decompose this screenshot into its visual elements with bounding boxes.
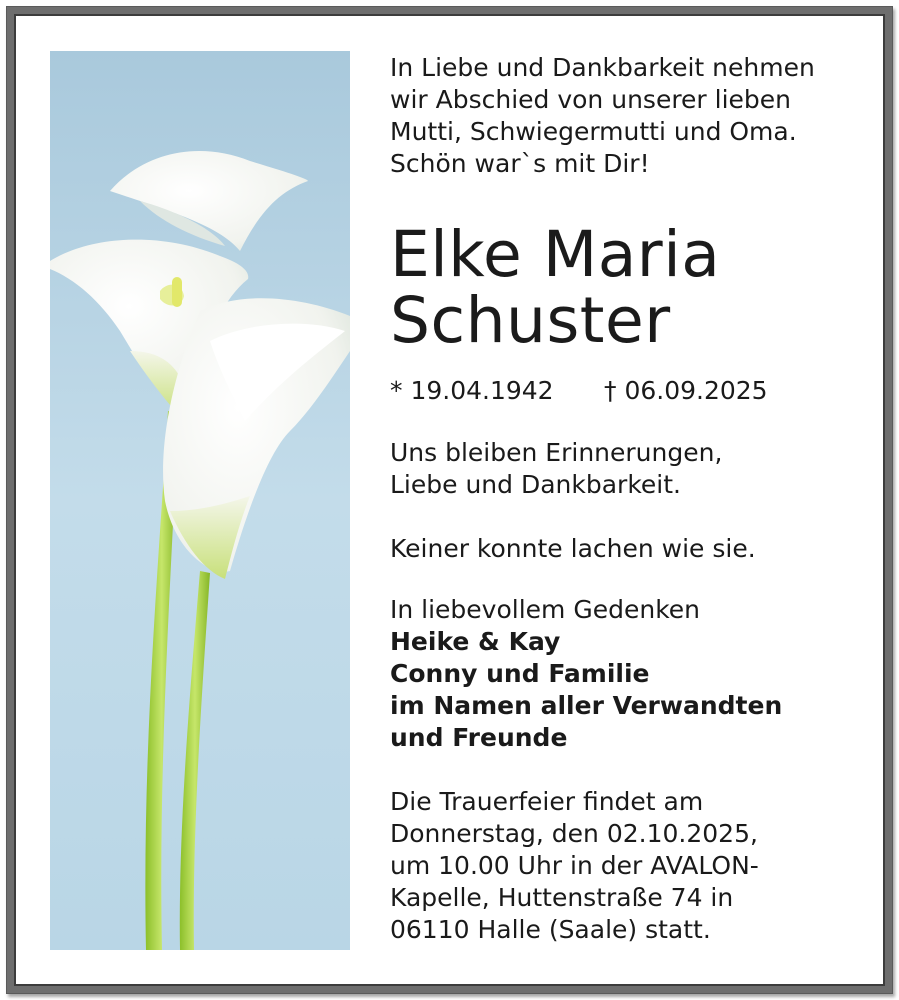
funeral-line: um 10.00 Uhr in der AVALON- — [390, 851, 759, 880]
funeral-line: Donnerstag, den 02.10.2025, — [390, 819, 758, 848]
intro-line: wir Abschied von unserer lieben — [390, 85, 792, 114]
laugh-paragraph — [390, 533, 756, 565]
intro-line: In Liebe und Dankbarkeit nehmen — [390, 53, 815, 82]
intro-line: Mutti, Schwiegermutti und Oma. — [390, 117, 797, 146]
birth-date: * 19.04.1942 — [390, 376, 554, 405]
funeral-line: 06110 Halle (Saale) statt. — [390, 915, 711, 944]
funeral-line: Die Trauerfeier findet am — [390, 787, 704, 816]
life-dates — [390, 375, 810, 407]
deceased-name — [390, 218, 721, 357]
mourner-name: und Freunde — [390, 723, 568, 752]
funeral-info — [390, 786, 759, 946]
calla-lily-image — [50, 51, 350, 950]
mourner-name: Conny und Familie — [390, 659, 650, 688]
memories-line: Liebe und Dankbarkeit. — [390, 470, 681, 499]
memories-line: Uns bleiben Erinnerungen, — [390, 438, 723, 467]
mourners-block — [390, 594, 782, 754]
mourners-intro: In liebevollem Gedenken — [390, 595, 701, 624]
memories-paragraph — [390, 437, 722, 501]
mourner-name: Heike & Kay — [390, 627, 561, 656]
first-names: Elke Maria — [390, 218, 721, 291]
mourner-name: im Namen aller Verwandten — [390, 691, 783, 720]
surname: Schuster — [390, 284, 671, 357]
intro-line: Schön war`s mit Dir! — [390, 149, 650, 178]
laugh-line: Keiner konnte lachen wie sie. — [390, 534, 756, 563]
obituary-text — [390, 52, 860, 944]
funeral-line: Kapelle, Huttenstraße 74 in — [390, 883, 734, 912]
intro-paragraph — [390, 52, 860, 180]
death-date: † 06.09.2025 — [604, 376, 768, 405]
